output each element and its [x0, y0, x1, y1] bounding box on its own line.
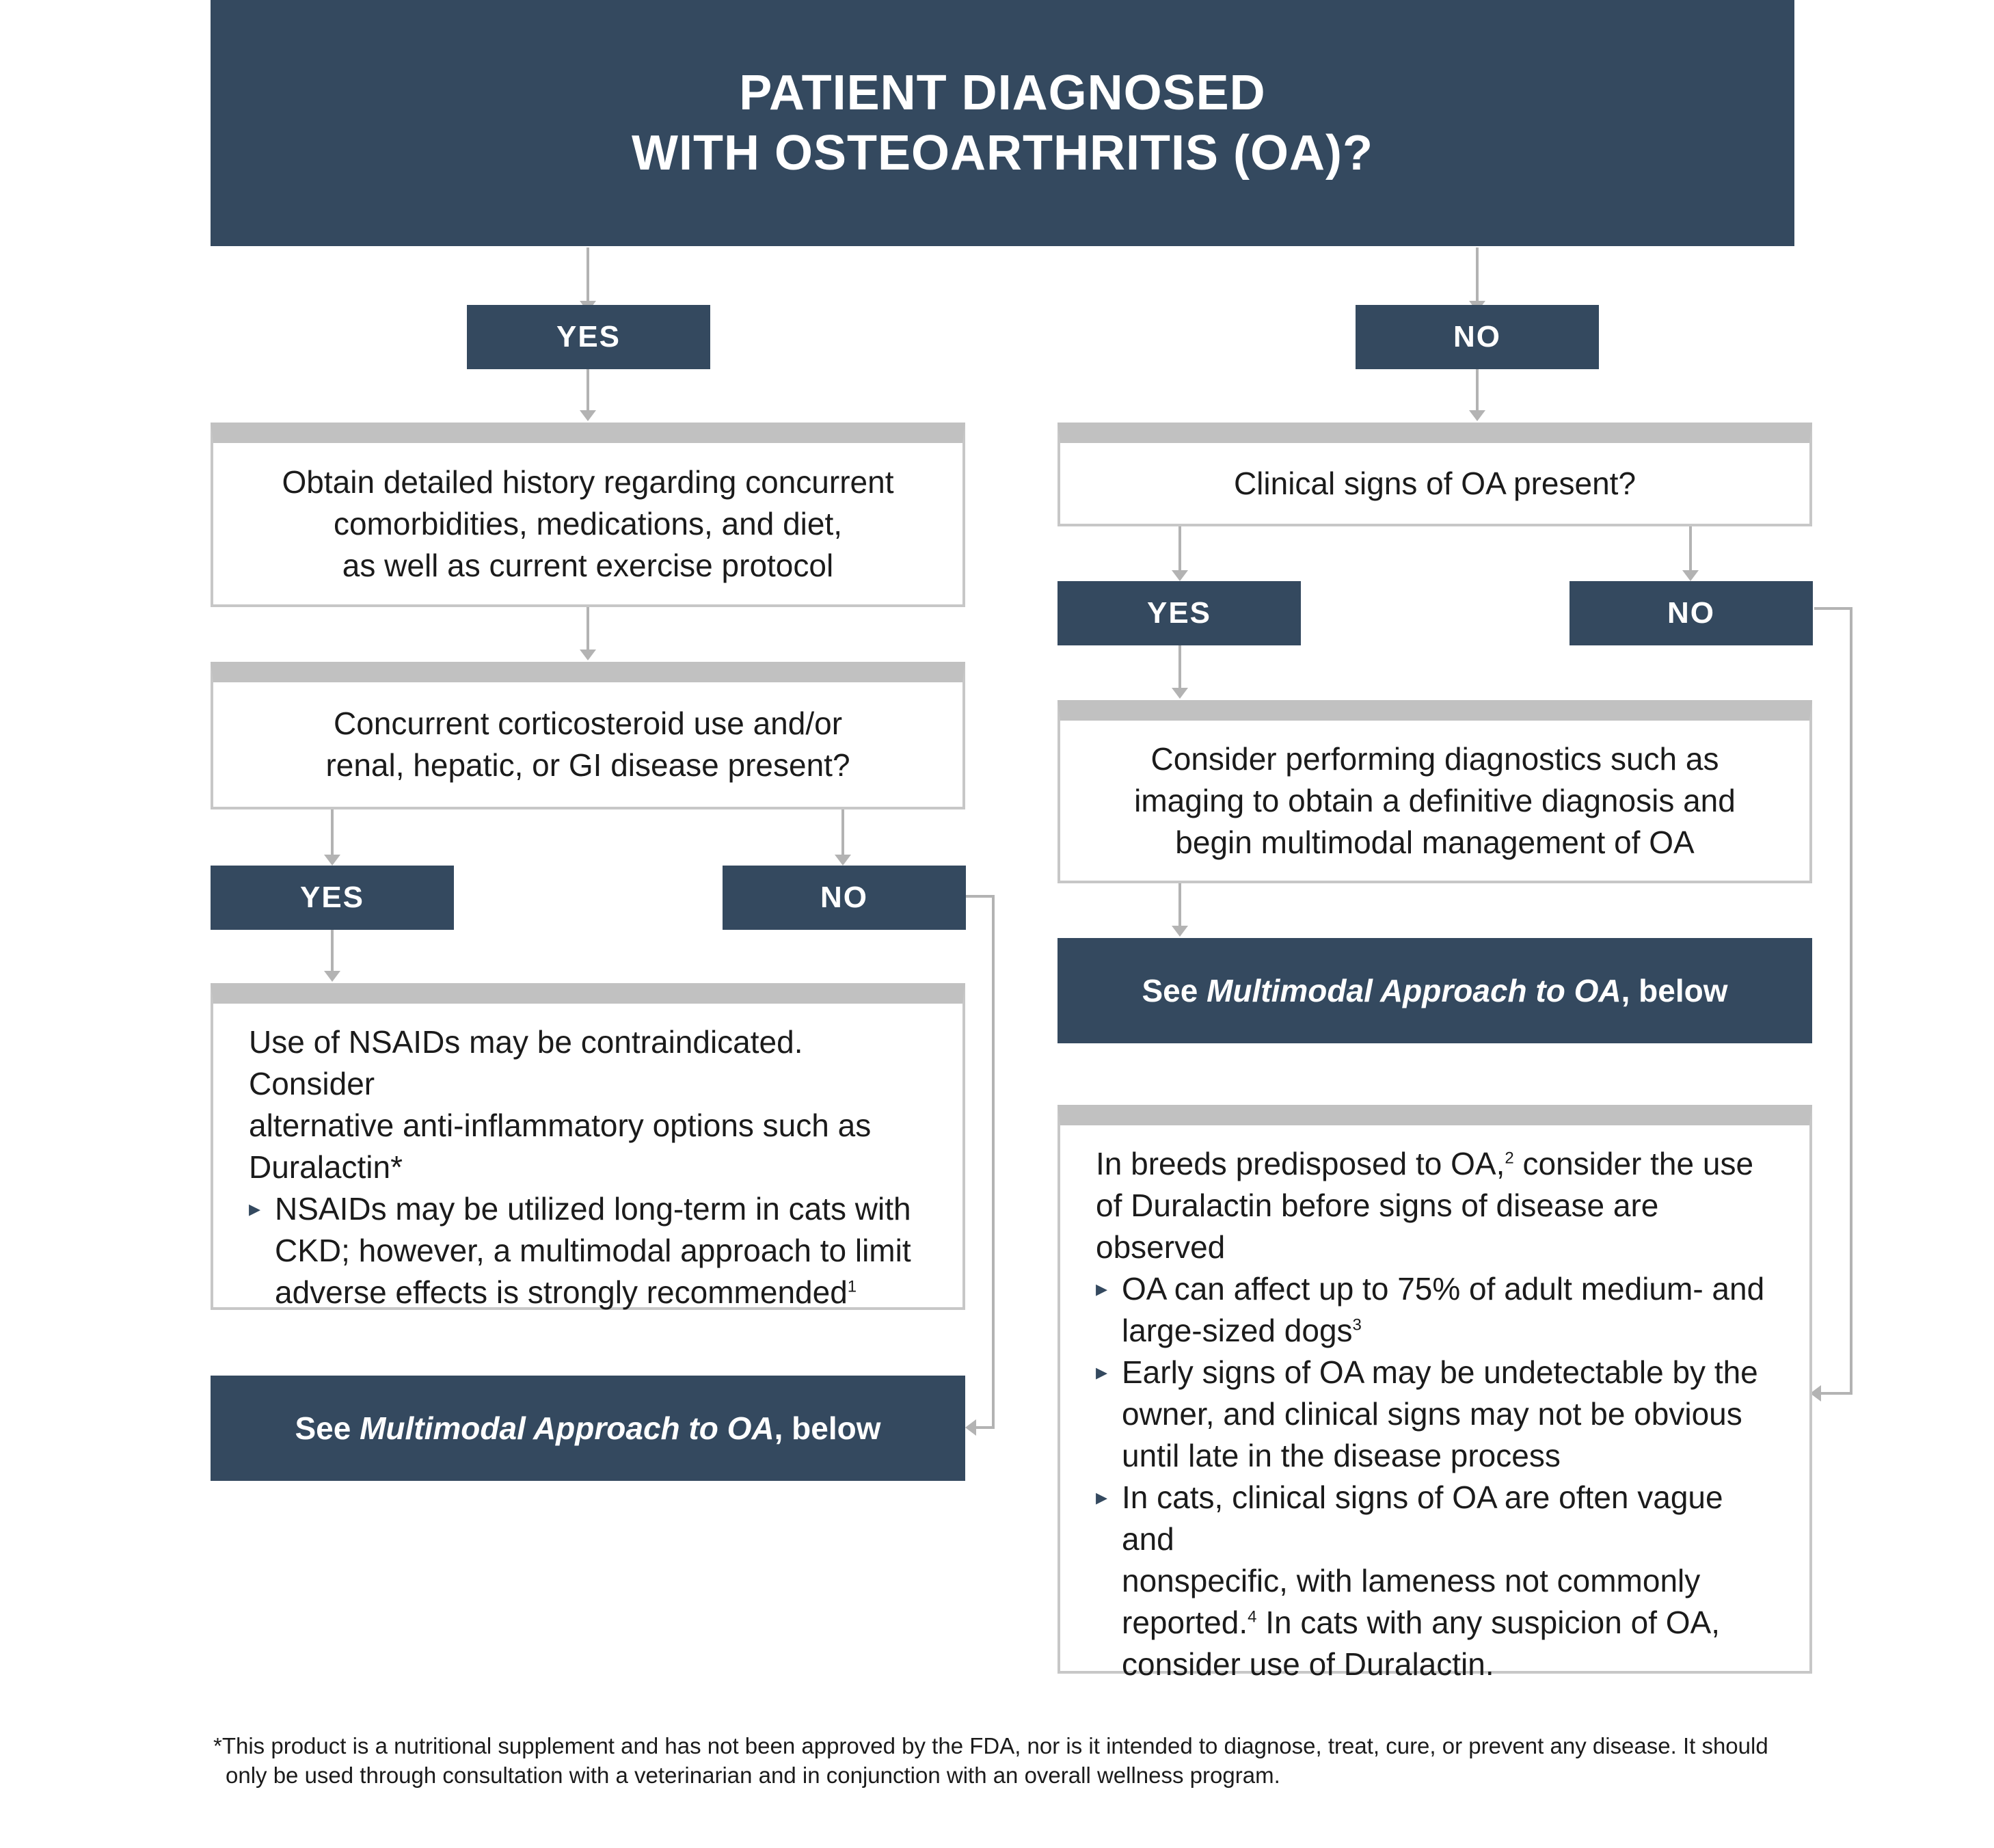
footnote-ref-2: 2 [1505, 1149, 1514, 1168]
nsaid-card [211, 983, 965, 1310]
breeds-bullet-2-line-2: owner, and clinical signs may not be obvious [1122, 1396, 1742, 1432]
diagnostics-card [1057, 700, 1812, 883]
breeds-line-1a: In breeds predisposed to OA, [1096, 1146, 1505, 1181]
left-see-suffix: , below [774, 1410, 881, 1446]
footnote-ref-3: 3 [1352, 1315, 1362, 1335]
no-label-clinical: NO [1569, 581, 1813, 645]
clinical-card [1057, 423, 1812, 526]
arrow-no-to-left-see [966, 896, 993, 1428]
breeds-bullet-2-line-1: ▸ Early signs of OA may be undetectable by the [1122, 1354, 1758, 1390]
right-see-suffix: , below [1621, 973, 1728, 1008]
no-label-top: NO [1356, 305, 1599, 369]
breeds-line-3: observed [1096, 1229, 1226, 1265]
footnote [213, 1731, 1806, 1790]
left-see-multimodal-box [211, 1376, 965, 1481]
footnote-ref-4: 4 [1248, 1607, 1257, 1626]
nsaid-bullet-line-3 [275, 1272, 928, 1313]
diagnostics-line-1: Consider performing diagnostics such as [1150, 740, 1719, 777]
right-see-multimodal-box [1057, 938, 1812, 1043]
breeds-line-2: of Duralactin before signs of disease are [1096, 1188, 1659, 1223]
title-line-2: WITH OSTEOARTHRITIS (OA)? [632, 126, 1373, 180]
left-see-italic: Multimodal Approach to OA [360, 1410, 774, 1446]
breeds-bullet-1-line-1: ▸ OA can affect up to 75% of adult medium- and [1122, 1271, 1765, 1307]
breeds-bullet-3-line-1: ▸ In cats, clinical signs of OA are often vague and [1122, 1479, 1723, 1557]
breeds-bullet-1-line-2-text: large-sized dogs [1122, 1313, 1353, 1348]
diagnostics-line-3: begin multimodal management of OA [1175, 824, 1695, 860]
breeds-bullet-3-line-4: consider use of Duralactin. [1122, 1646, 1494, 1682]
breeds-bullet-3-line-3b: In cats with any suspicion of OA, [1256, 1605, 1721, 1640]
nsaid-line-1: Use of NSAIDs may be contraindicated. Consider [249, 1024, 803, 1101]
right-see-italic: Multimodal Approach to OA [1207, 973, 1621, 1008]
breeds-bullet-2 [1096, 1352, 1775, 1477]
clinical-text: Clinical signs of OA present? [1233, 465, 1636, 501]
breeds-bullet-3 [1096, 1477, 1775, 1685]
yes-label-clinical: YES [1057, 581, 1301, 645]
footnote-line-1: *This product is a nutritional supplement and has not been approved by the FDA, nor is it intended to diagnose, treat, cure, or prevent any disease. It should [213, 1733, 1768, 1758]
nsaid-bullet-line-3-text: adverse effects is strongly recommended [275, 1274, 848, 1310]
yes-label-concurrent: YES [211, 866, 454, 930]
breeds-line-1b: consider the use [1513, 1146, 1754, 1181]
nsaid-line-3: Duralactin* [249, 1149, 403, 1185]
yes-label-top: YES [467, 305, 710, 369]
diagnostics-line-2: imaging to obtain a definitive diagnosis and [1134, 782, 1736, 818]
history-line-2: comorbidities, medications, and diet, [333, 505, 843, 541]
nsaid-bullet [249, 1188, 928, 1313]
breeds-bullet-2-line-3: until late in the disease process [1122, 1438, 1561, 1473]
nsaid-line-2: alternative anti-inflammatory options such as [249, 1108, 872, 1143]
nsaid-bullet-line-1: ▸ NSAIDs may be utilized long-term in cats with [275, 1191, 911, 1227]
title-box [211, 0, 1794, 246]
history-line-1: Obtain detailed history regarding concurrent [282, 464, 894, 500]
nsaid-bullet-line-2: CKD; however, a multimodal approach to limit [275, 1233, 911, 1268]
footnote-line-2: only be used through consultation with a veterinarian and in conjunction with an overall wellness program. [226, 1763, 1280, 1788]
breeds-bullet-1-line-2 [1122, 1310, 1775, 1352]
breeds-bullet-3-line-3 [1122, 1602, 1775, 1644]
arrow-no-to-breeds [1814, 608, 1851, 1393]
history-line-3: as well as current exercise protocol [342, 547, 834, 583]
concurrent-line-1: Concurrent corticosteroid use and/or [333, 706, 843, 741]
concurrent-card [211, 662, 965, 809]
breeds-line-1 [1096, 1143, 1775, 1185]
no-label-concurrent: NO [723, 866, 966, 930]
breeds-bullet-3-line-2: nonspecific, with lameness not commonly [1122, 1563, 1701, 1598]
breeds-bullet-1 [1096, 1268, 1775, 1352]
title-line-1: PATIENT DIAGNOSED [739, 66, 1266, 120]
breeds-bullet-3-line-3a: reported. [1122, 1605, 1248, 1640]
footnote-ref-1: 1 [847, 1277, 857, 1296]
concurrent-line-2: renal, hepatic, or GI disease present? [325, 747, 850, 783]
left-see-prefix: See [295, 1410, 360, 1446]
history-card [211, 423, 965, 607]
right-see-prefix: See [1142, 973, 1207, 1008]
breeds-card [1057, 1105, 1812, 1682]
